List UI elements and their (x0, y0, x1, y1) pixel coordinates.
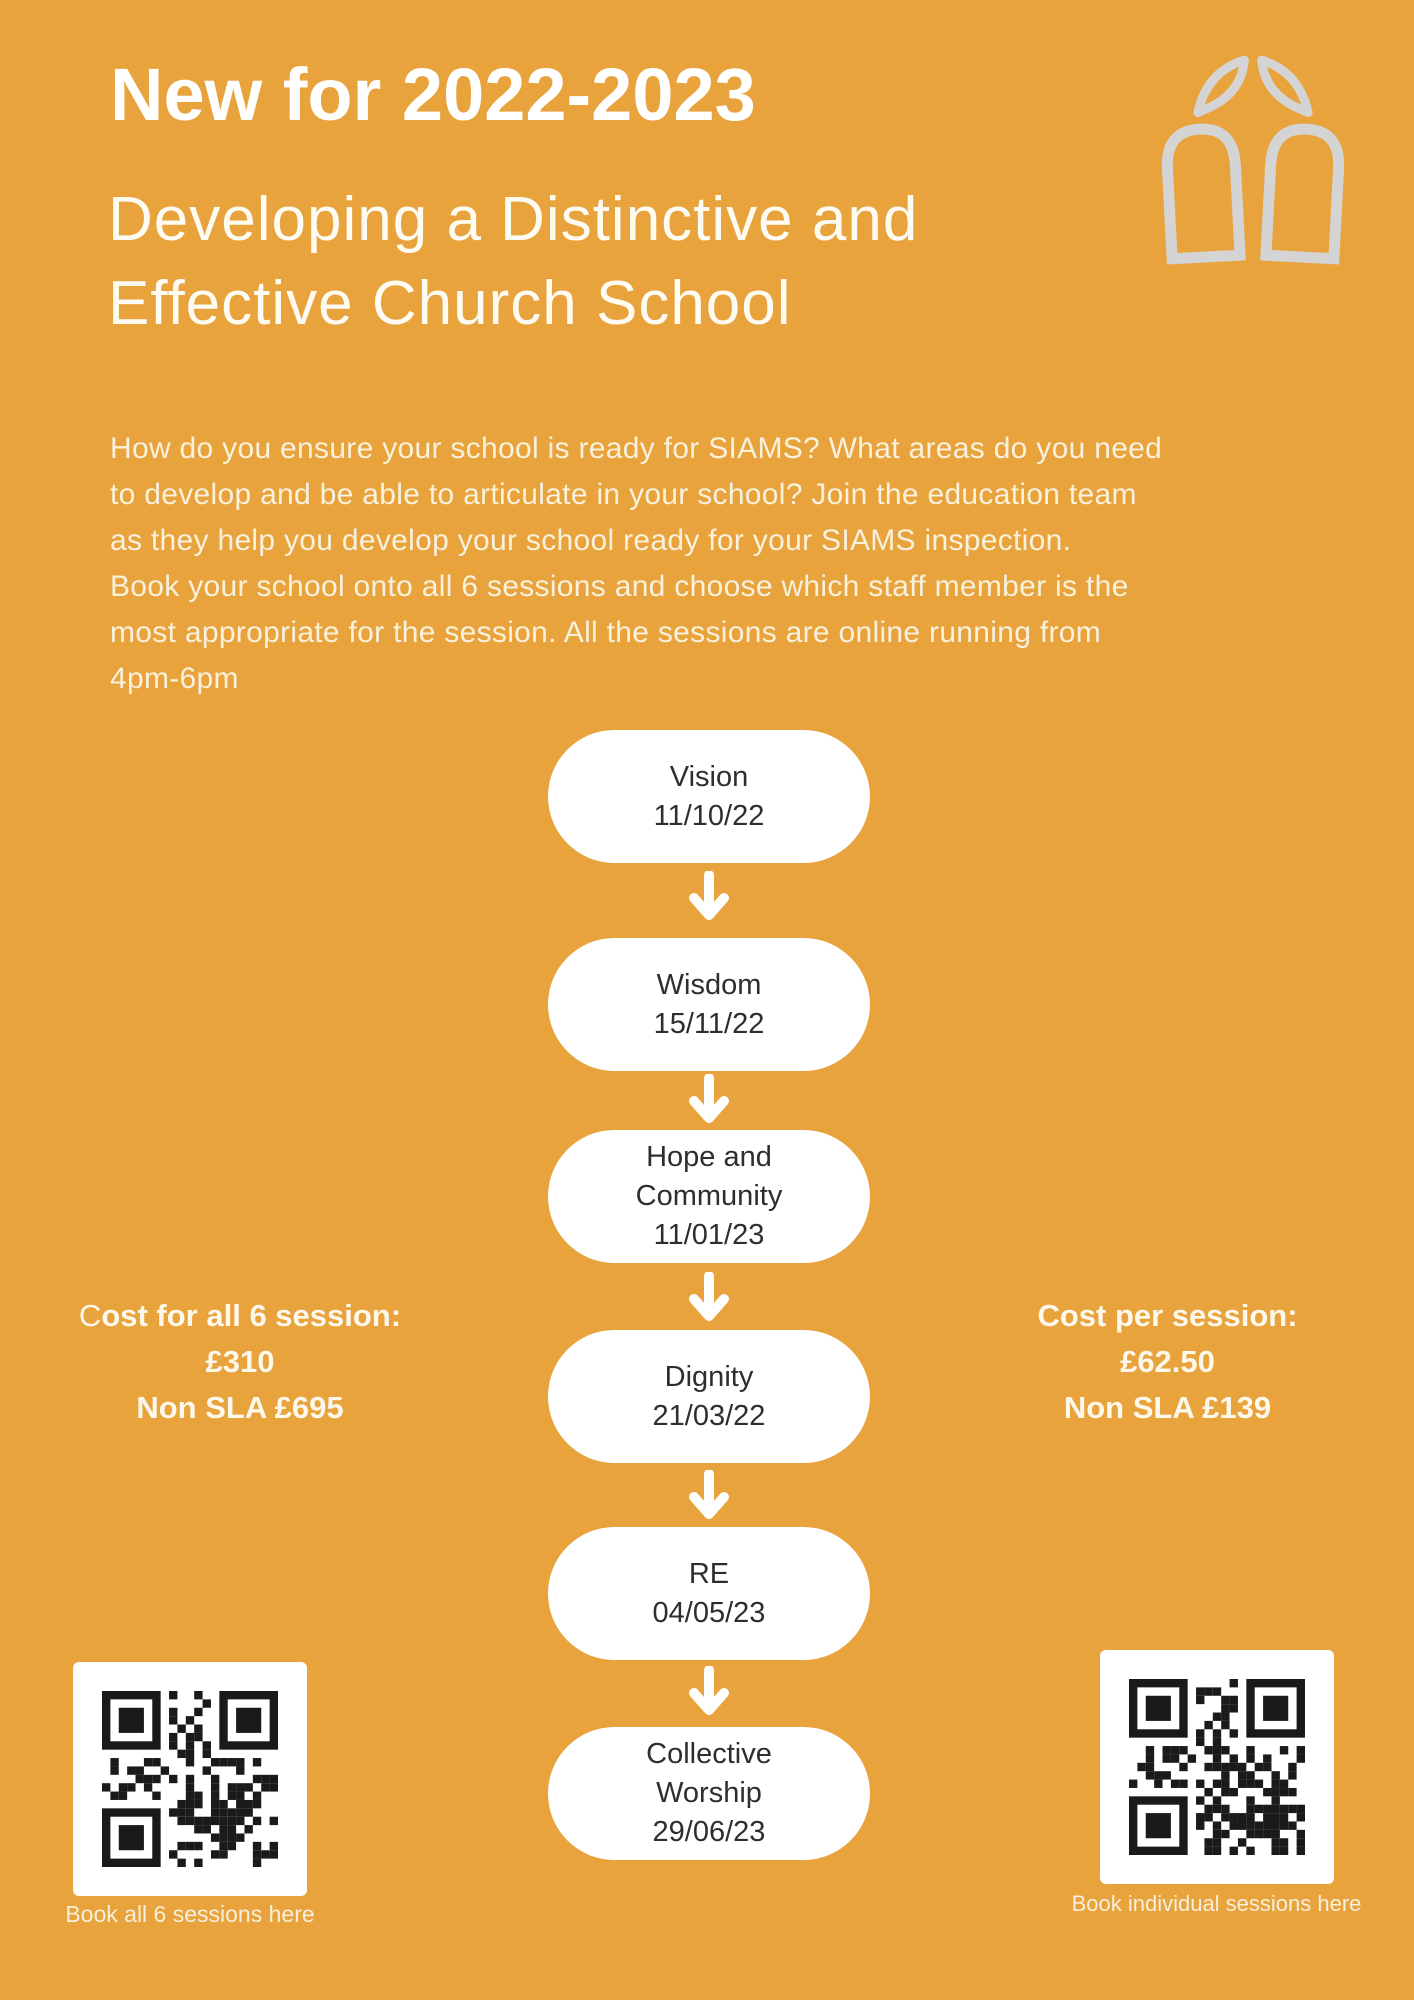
leaf-right (1258, 60, 1311, 112)
down-arrow-icon (687, 1470, 731, 1520)
window-right (1266, 127, 1341, 258)
flow-step-vision (548, 730, 870, 863)
qr-caption-individual-sessions: Book individual sessions here (1071, 1891, 1362, 1916)
intro-line: as they help you develop your school ready for your SIAMS inspection. (110, 524, 1072, 557)
step-title: RE (688, 1557, 730, 1590)
step-title: Wisdom (656, 968, 762, 1001)
step-date: 11/10/22 (653, 799, 765, 832)
intro-line: to develop and be able to articulate in your school? Join the education team (110, 478, 1137, 511)
intro-line: Book your school onto all 6 sessions and choose which staff member is the (110, 570, 1129, 603)
down-arrow-icon (687, 1074, 731, 1124)
intro-line: How do you ensure your school is ready for SIAMS? What areas do you need (110, 432, 1163, 465)
step-date: 04/05/23 (652, 1596, 766, 1629)
down-arrow-icon (687, 871, 731, 921)
poster-title-line: Developing a Distinctive and (108, 185, 919, 254)
cost-per-session (975, 1293, 1360, 1431)
flow-step-dignity (548, 1330, 870, 1463)
qr-code-all-sessions (73, 1662, 307, 1896)
leaf-left (1194, 60, 1247, 112)
step-title: Worship (656, 1777, 762, 1809)
step-title: Collective (646, 1738, 772, 1770)
step-date: 21/03/22 (652, 1399, 766, 1432)
poster-title-line: Effective Church School (108, 269, 792, 338)
step-title: Community (635, 1180, 783, 1212)
flow-step-wisdom (548, 938, 870, 1071)
step-date: 11/01/23 (653, 1219, 765, 1251)
poster-title (108, 178, 918, 346)
flow-step-hope-and-community (548, 1130, 870, 1263)
step-date: 29/06/23 (652, 1816, 766, 1848)
flow-step-collective-worship (548, 1727, 870, 1860)
qr-code-image (102, 1691, 278, 1867)
church-windows-icon (1158, 55, 1348, 270)
qr-code-individual-sessions (1100, 1650, 1334, 1884)
down-arrow-icon (687, 1666, 731, 1716)
cost-price: £62.50 (1120, 1344, 1215, 1379)
qr-code-image (1129, 1679, 1305, 1855)
cost-non-sla: Non SLA £139 (1063, 1390, 1272, 1425)
step-title: Dignity (664, 1360, 754, 1393)
step-title: Hope and (646, 1141, 772, 1173)
qr-caption-all-sessions: Book all 6 sessions here (65, 1901, 315, 1927)
cost-heading: Cost per session: (1037, 1298, 1298, 1333)
cost-non-sla: Non SLA £695 (136, 1390, 344, 1425)
cost-heading: Cost for all 6 session: (78, 1298, 402, 1333)
flow-step-re (548, 1527, 870, 1660)
step-title: Vision (669, 760, 749, 793)
poster-kicker: New for 2022-2023 (110, 53, 756, 136)
cost-all-sessions (40, 1293, 440, 1431)
intro-paragraph (110, 426, 1320, 702)
intro-line: 4pm-6pm (110, 662, 239, 695)
intro-line: most appropriate for the session. All the sessions are online running from (110, 616, 1102, 649)
cost-price: £310 (205, 1344, 275, 1379)
window-left (1165, 127, 1240, 258)
down-arrow-icon (687, 1272, 731, 1322)
step-date: 15/11/22 (653, 1007, 765, 1040)
